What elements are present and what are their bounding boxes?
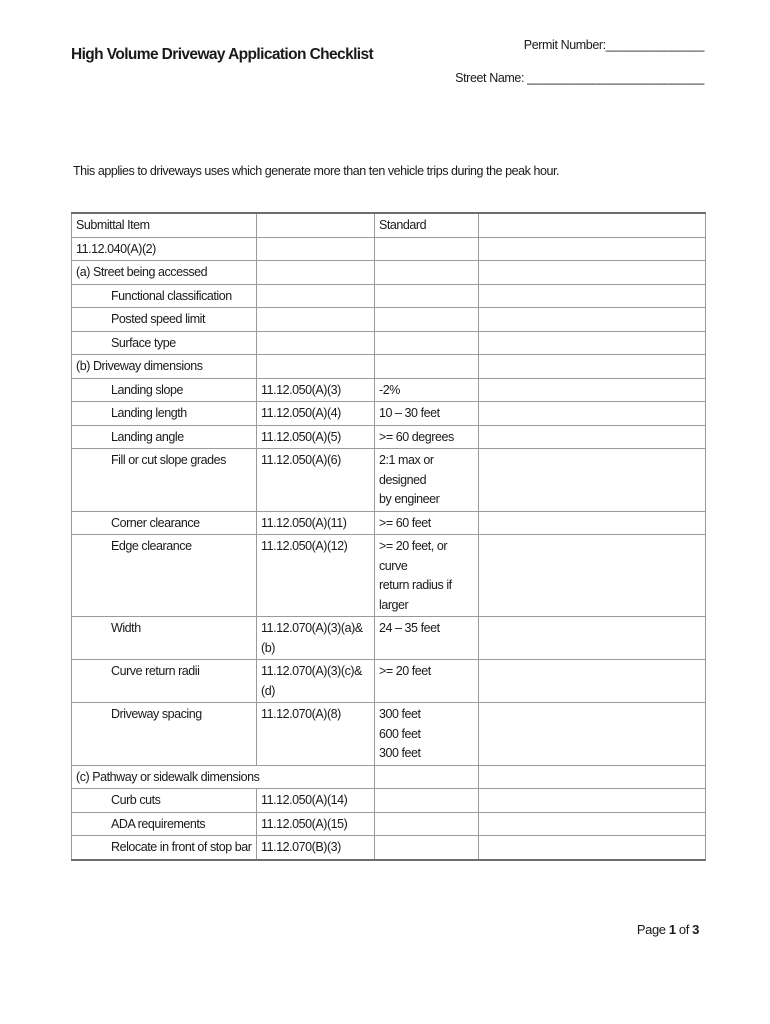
notes-cell [479, 812, 706, 836]
table-row [72, 765, 706, 789]
standard-line: >= 60 degrees [379, 429, 454, 444]
code-reference-cell: 11.12.050(A)(6) [257, 449, 375, 512]
submittal-item-cell: Corner clearance [72, 511, 257, 535]
submittal-item-cell: Edge clearance [72, 535, 257, 617]
standard-cell [375, 331, 479, 355]
standard-cell [375, 511, 479, 535]
submittal-item-cell: Fill or cut slope grades [72, 449, 257, 512]
page-prefix: Page [636, 922, 669, 937]
code-reference-cell: 11.12.070(A)(3)(c)&(d) [257, 660, 375, 703]
submittal-item-cell: (a) Street being accessed [72, 261, 257, 285]
notes-cell [479, 261, 706, 285]
standard-cell [375, 261, 479, 285]
code-reference-cell [257, 331, 375, 355]
code-reference-cell: 11.12.050(A)(3) [257, 378, 375, 402]
standard-cell [375, 213, 479, 237]
standard-line: 2:1 max or designed [379, 453, 434, 487]
table-row [72, 284, 706, 308]
submittal-item-cell: Relocate in front of stop bar [72, 836, 257, 860]
standard-cell [375, 425, 479, 449]
standard-line: -2% [379, 382, 400, 397]
code-reference-cell: 11.12.050(A)(15) [257, 812, 375, 836]
table-row [72, 331, 706, 355]
standard-line: >= 20 feet, or curve [379, 539, 448, 573]
notes-cell [479, 402, 706, 426]
standard-cell [375, 812, 479, 836]
standard-line: >= 20 feet [379, 664, 431, 678]
table-row [72, 789, 706, 813]
notes-cell [479, 213, 706, 237]
code-reference-cell [257, 237, 375, 261]
table-row [72, 812, 706, 836]
notes-cell [479, 308, 706, 332]
standard-cell [375, 765, 479, 789]
standard-cell [375, 237, 479, 261]
page-current: 1 [668, 922, 676, 937]
table-row [72, 308, 706, 332]
table-row [72, 836, 706, 860]
code-reference-cell: 11.12.070(A)(8) [257, 703, 375, 766]
notes-cell [479, 789, 706, 813]
submittal-item-cell: Surface type [72, 331, 257, 355]
table-row [72, 402, 706, 426]
code-reference-cell: 11.12.050(A)(12) [257, 535, 375, 617]
standard-cell [375, 402, 479, 426]
standard-line: >= 60 feet [379, 515, 431, 530]
permit-number-field: Permit Number:_______________ [523, 38, 704, 52]
page-of: of [675, 922, 693, 937]
document-title: High Volume Driveway Application Checklist [71, 46, 374, 63]
table-row [72, 449, 706, 512]
submittal-item-cell: Landing slope [72, 378, 257, 402]
code-reference-cell [257, 284, 375, 308]
standard-cell [375, 789, 479, 813]
page-number [637, 922, 699, 937]
standard-line: 300 feet [379, 746, 421, 760]
notes-cell [479, 237, 706, 261]
code-reference-cell [257, 308, 375, 332]
notes-cell [479, 535, 706, 617]
notes-cell [479, 425, 706, 449]
code-reference-cell: 11.12.070(A)(3)(a)&(b) [257, 617, 375, 660]
street-name-field: Street Name: ___________________________ [455, 71, 704, 85]
submittal-item-cell: Posted speed limit [72, 308, 257, 332]
standard-line: Standard [379, 218, 427, 232]
table-row [72, 237, 706, 261]
submittal-item-cell: (c) Pathway or sidewalk dimensions [72, 765, 375, 789]
code-reference-cell [257, 213, 375, 237]
table-row [72, 355, 706, 379]
table-row [72, 261, 706, 285]
notes-cell [479, 449, 706, 512]
notes-cell [479, 284, 706, 308]
submittal-item-cell: Functional classification [72, 284, 257, 308]
code-reference-cell: 11.12.070(B)(3) [257, 836, 375, 860]
notes-cell [479, 378, 706, 402]
notes-cell [479, 836, 706, 860]
table-row [72, 511, 706, 535]
notes-cell [479, 765, 706, 789]
standard-line: 24 – 35 feet [379, 621, 440, 635]
notes-cell [479, 331, 706, 355]
table-row [72, 703, 706, 766]
notes-cell [479, 660, 706, 703]
code-reference-cell: 11.12.050(A)(11) [257, 511, 375, 535]
submittal-item-cell: 11.12.040(A)(2) [72, 237, 257, 261]
intro-paragraph: This applies to driveways uses which generate more than ten vehicle trips during the peak hour. [73, 164, 560, 178]
code-reference-cell: 11.12.050(A)(5) [257, 425, 375, 449]
standard-cell [375, 378, 479, 402]
table-row [72, 660, 706, 703]
table-row [72, 425, 706, 449]
submittal-item-cell: Landing angle [72, 425, 257, 449]
standard-line: by engineer [379, 492, 440, 506]
notes-cell [479, 355, 706, 379]
submittal-item-cell: Landing length [72, 402, 257, 426]
submittal-item-cell: Curb cuts [72, 789, 257, 813]
standard-cell [375, 836, 479, 860]
standard-line: 300 feet [379, 707, 421, 721]
standard-line: 10 – 30 feet [379, 406, 440, 420]
submittal-item-cell: Driveway spacing [72, 703, 257, 766]
submittal-item-cell: ADA requirements [72, 812, 257, 836]
notes-cell [479, 703, 706, 766]
standard-cell [375, 535, 479, 617]
standard-cell [375, 284, 479, 308]
standard-cell [375, 355, 479, 379]
standard-cell [375, 308, 479, 332]
submittal-item-cell: Width [72, 617, 257, 660]
table-row [72, 378, 706, 402]
code-reference-cell: 11.12.050(A)(4) [257, 402, 375, 426]
standard-line: 600 feet [379, 726, 421, 741]
standard-cell [375, 660, 479, 703]
standard-cell [375, 449, 479, 512]
code-reference-cell: 11.12.050(A)(14) [257, 789, 375, 813]
page-total: 3 [692, 922, 699, 937]
table-row [72, 617, 706, 660]
submittal-item-cell: Submittal Item [72, 213, 257, 237]
standard-cell [375, 617, 479, 660]
standard-cell [375, 703, 479, 766]
notes-cell [479, 511, 706, 535]
notes-cell [479, 617, 706, 660]
table-row [72, 535, 706, 617]
table-row [72, 213, 706, 237]
submittal-item-cell: Curve return radii [72, 660, 257, 703]
code-reference-cell [257, 355, 375, 379]
submittal-item-cell: (b) Driveway dimensions [72, 355, 257, 379]
code-reference-cell [257, 261, 375, 285]
standard-line: return radius if larger [379, 578, 452, 612]
checklist-table [71, 212, 706, 861]
